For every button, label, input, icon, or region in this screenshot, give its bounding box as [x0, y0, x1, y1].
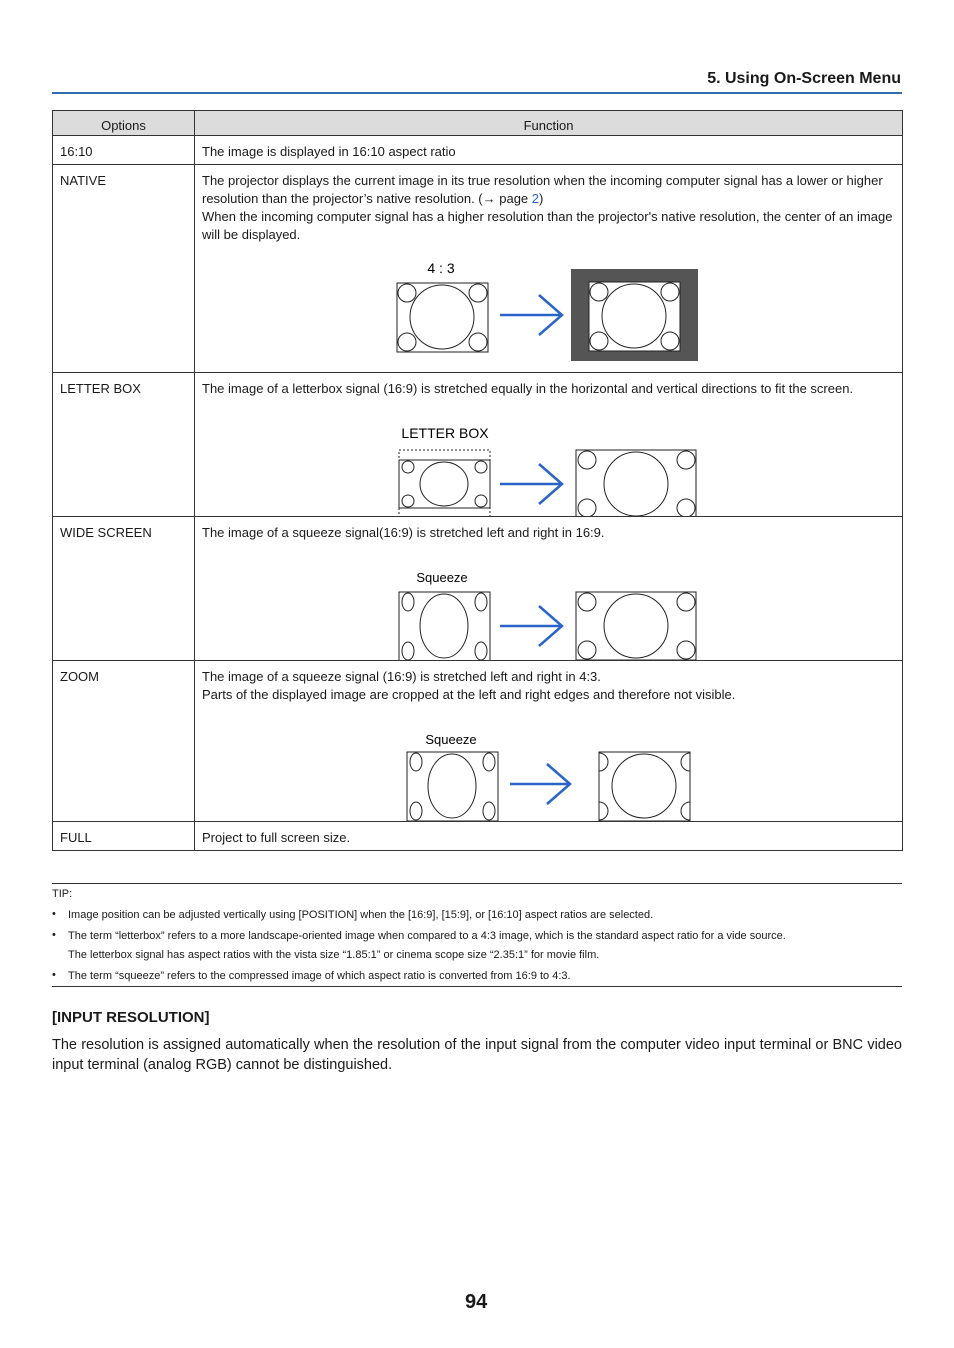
diagram-label: Squeeze [416, 570, 468, 585]
tip-item: The term “squeeze” refers to the compressed image of which aspect ratio is converted from 16:9 to 4:3. [68, 970, 571, 982]
option-name: WIDE SCREEN [53, 517, 195, 661]
native-illustration [202, 246, 902, 361]
option-name: 16:10 [53, 136, 195, 165]
bullet-icon: • [52, 929, 56, 941]
table-row [53, 136, 903, 165]
function-cell [195, 373, 903, 517]
section-body: The resolution is assigned automatically when the resolution of the input signal from the computer video input terminal or BNC video input terminal (analog RGB) cannot be distinguished. [52, 1037, 902, 1073]
function-text: When the incoming computer signal has a higher resolution than the projector's native resolution, the center of an image will be displayed. [202, 209, 893, 242]
zoom-illustration [202, 704, 902, 821]
function-cell [195, 517, 903, 661]
column-header-function: Function [195, 111, 903, 136]
letterbox-illustration [202, 398, 902, 516]
native-screen [571, 269, 698, 361]
section-header-title: 5. Using On-Screen Menu [707, 70, 901, 87]
function-text [202, 172, 895, 208]
page-link[interactable]: 2 [531, 191, 540, 206]
output-zoom-screen [599, 752, 690, 821]
table-row [53, 661, 903, 822]
function-text: Parts of the displayed image are cropped at the left and right edges and therefore not visible. [202, 687, 736, 702]
arrow-icon [500, 295, 562, 335]
zoom-diagram [202, 704, 895, 821]
function-text: The image of a letterbox signal (16:9) is stretched equally in the horizontal and vertical directions to fit the screen. [202, 381, 854, 396]
tip-item: Image position can be adjusted vertically using [POSITION] when the [16:9], [15:9], or [16:10] aspect ratios are selected. [68, 909, 654, 921]
table-row [53, 373, 903, 517]
function-cell [195, 165, 903, 373]
bullet-icon: • [52, 908, 56, 920]
source-squeeze-screen [407, 752, 498, 821]
source-screen-4-3 [397, 283, 488, 352]
function-text: The image is displayed in 16:10 aspect ratio [202, 144, 456, 159]
diagram-label: Squeeze [425, 732, 477, 747]
header-rule [52, 92, 902, 94]
tip-label: TIP: [52, 888, 73, 900]
table-header-row [53, 111, 903, 136]
tip-item: The letterbox signal has aspect ratios with the vista size “1.85:1” or cinema scope size “2.35:1” for movie film. [68, 949, 600, 961]
diagram-label: 4 : 3 [427, 260, 455, 276]
source-letterbox-screen [399, 450, 490, 516]
tip-bottom-rule [52, 986, 902, 987]
function-cell [195, 136, 903, 165]
function-text: The image of a squeeze signal (16:9) is stretched left and right in 4:3. [202, 669, 601, 684]
column-header-options: Options [53, 111, 195, 136]
table-row [53, 165, 903, 373]
section-title: [INPUT RESOLUTION] [52, 1009, 210, 1026]
function-text-part: ) [539, 191, 544, 206]
function-text: The image of a squeeze signal(16:9) is stretched left and right in 16:9. [202, 525, 605, 540]
function-text-part: The projector displays the current image in its true resolution when the incoming computer signal has a lower or higher resolution than the projector’s native resolution. (→ page [202, 173, 883, 206]
arrow-icon [510, 764, 570, 804]
tip-item: The term “letterbox” refers to a more landscape-oriented image when compared to a 4:3 image, which is the standard aspect ratio for a vide source. [68, 930, 786, 942]
option-name: LETTER BOX [53, 373, 195, 517]
function-cell [195, 661, 903, 822]
table-row [53, 822, 903, 851]
output-16-9-screen [576, 450, 696, 516]
arrow-icon [500, 606, 562, 646]
output-16-9-screen [576, 592, 696, 660]
table-row [53, 517, 903, 661]
page-number: 94 [465, 1291, 488, 1313]
function-text: Project to full screen size. [202, 830, 351, 845]
wide-screen-illustration [202, 542, 902, 660]
options-table [52, 110, 903, 851]
option-name: NATIVE [53, 165, 195, 373]
option-name: ZOOM [53, 661, 195, 822]
letterbox-diagram [202, 398, 895, 516]
wide-screen-diagram [202, 542, 895, 660]
diagram-label: LETTER BOX [401, 425, 489, 441]
tip-top-rule [52, 883, 902, 884]
bullet-icon: • [52, 969, 56, 981]
native-diagram [202, 244, 895, 359]
function-cell [195, 822, 903, 851]
source-squeeze-screen [399, 592, 490, 660]
arrow-icon [500, 464, 562, 504]
option-name: FULL [53, 822, 195, 851]
